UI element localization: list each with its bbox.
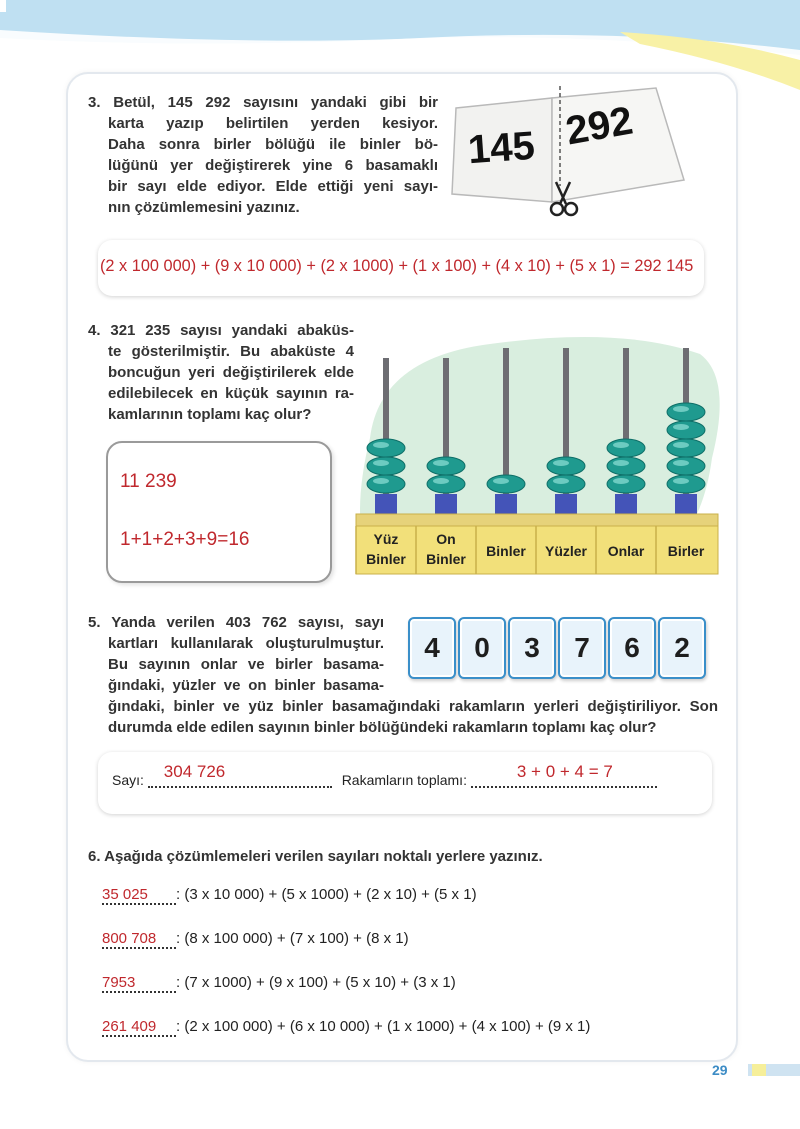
q6-expression: : (8 x 100 000) + (7 x 100) + (8 x 1): [176, 930, 409, 947]
q6-answer-value: 800 708: [102, 930, 157, 947]
q3-answer-text: (2 x 100 000) + (9 x 10 000) + (2 x 1000) + (1 x 100) + (4 x 10) + (5 x 1) = 292 145: [100, 256, 694, 275]
abacus-label: Binler: [366, 551, 406, 567]
q6-answer-field: [102, 1018, 176, 1037]
abacus-bead-highlight: [673, 406, 689, 412]
question-text-line: ğındaki, binler ve yüz binler basamağındaki rakamların yerleri değiştiriliyor. Son: [108, 698, 718, 715]
question-text-line: 321 235 sayısı yandaki abaküs-: [110, 322, 355, 339]
q4-answer-number: 11 239: [120, 471, 177, 492]
question-4: [88, 320, 354, 425]
page-number: 29: [712, 1062, 728, 1078]
digit-card: 0: [458, 617, 506, 679]
question-text-line: bir sayı elde ediyor. Elde ettiği yeni sayı-: [108, 178, 438, 195]
question-3: [88, 92, 438, 218]
abacus-illustration: [340, 318, 730, 588]
question-text-line: edilebilecek en küçük sayının ra-: [108, 385, 354, 402]
page-strip-accent: [752, 1064, 766, 1076]
digit-card: 7: [558, 617, 606, 679]
abacus-bead-highlight: [433, 478, 449, 484]
q4-answer-box: [106, 441, 332, 583]
abacus-rod-base: [375, 494, 397, 514]
toplam-label: Rakamların toplamı:: [341, 772, 467, 788]
question-text-line: Yanda verilen 403 762 sayısı, sayı: [111, 614, 384, 631]
q6-row: [102, 930, 409, 949]
sayi-label: Sayı:: [112, 772, 144, 788]
abacus-bead: [427, 457, 465, 475]
abacus-label: Yüzler: [544, 543, 588, 559]
abacus-bead: [607, 457, 645, 475]
q5-answer-row: [112, 762, 708, 788]
q6-answer-field: [102, 886, 176, 905]
question-text-line: karta yazıp belirtilen yerden kesiyor.: [108, 115, 438, 132]
abacus-bead-highlight: [553, 478, 569, 484]
abacus-rod-base: [555, 494, 577, 514]
abacus-bead: [667, 421, 705, 439]
abacus-bead: [427, 475, 465, 493]
question-5-continued: [108, 696, 718, 738]
question-text-line: kartları kullanılarak oluşturulmuştur.: [108, 635, 384, 652]
question-number: 3.: [88, 94, 101, 111]
question-text-line: ğındaki, yüzler ve on binler basama-: [108, 677, 384, 694]
question-6: [88, 846, 708, 867]
abacus-bead-highlight: [373, 478, 389, 484]
abacus-bead: [667, 475, 705, 493]
abacus-bead: [547, 457, 585, 475]
card-left-number: 145: [466, 123, 537, 173]
abacus-label: Binler: [426, 551, 466, 567]
abacus-label: Binler: [486, 543, 526, 559]
question-text-line: lüğünü yer değiştirerek yine 6 basamaklı: [108, 157, 438, 174]
abacus-rod-base: [495, 494, 517, 514]
abacus-rod: [503, 348, 509, 494]
card-right-number: 292: [562, 98, 636, 154]
q6-answer-field: [102, 930, 176, 949]
abacus-bead-highlight: [613, 460, 629, 466]
q6-expression: : (2 x 100 000) + (6 x 10 000) + (1 x 1000) + (4 x 100) + (9 x 1): [176, 1018, 591, 1035]
abacus-bead: [607, 439, 645, 457]
digit-card: 4: [408, 617, 456, 679]
sayi-answer-field: [148, 762, 332, 788]
abacus-rod-base: [675, 494, 697, 514]
abacus-bead: [667, 457, 705, 475]
abacus-bead: [367, 475, 405, 493]
digit-card: 3: [508, 617, 556, 679]
abacus-bead: [487, 475, 525, 493]
q6-expression: : (3 x 10 000) + (5 x 1000) + (2 x 10) + (5 x 1): [176, 886, 477, 903]
abacus-bead-highlight: [433, 460, 449, 466]
q6-row: [102, 1018, 590, 1037]
q6-answer-value: 7953: [102, 974, 136, 991]
q6-expression: : (7 x 1000) + (9 x 100) + (5 x 10) + (3 x 1): [176, 974, 456, 991]
abacus-bead-highlight: [673, 424, 689, 430]
abacus-bead: [667, 439, 705, 457]
q4-answer-sum: 1+1+2+3+9=16: [120, 529, 250, 550]
abacus-bead-highlight: [613, 478, 629, 484]
abacus-label: Birler: [667, 543, 705, 559]
question-number: 5.: [88, 614, 101, 631]
q6-answer-field: [102, 974, 176, 993]
question-text: Aşağıda çözümlemeleri verilen sayıları noktalı yerlere yazınız.: [104, 848, 543, 865]
abacus-bead-highlight: [673, 442, 689, 448]
question-text-line: nın çözümlemesini yazınız.: [108, 199, 300, 216]
question-text-line: kamlarının toplamı kaç olur?: [108, 406, 312, 423]
scissors-icon: [544, 178, 584, 218]
abacus-bead-highlight: [673, 478, 689, 484]
question-text-line: te gösterilmiştir. Bu abaküste 4: [108, 343, 354, 360]
abacus-label: On: [436, 531, 456, 547]
abacus-bead-highlight: [493, 478, 509, 484]
question-text-line: durumda elde edilen sayının binler bölüğündeki rakamların toplamı kaç olur?: [108, 719, 657, 736]
abacus-bead-highlight: [613, 442, 629, 448]
digit-card: 6: [608, 617, 656, 679]
abacus-bead-highlight: [553, 460, 569, 466]
abacus-bead: [367, 457, 405, 475]
q6-row: [102, 886, 477, 905]
abacus-label: Onlar: [607, 543, 645, 559]
abacus-bead: [367, 439, 405, 457]
abacus-bead-highlight: [673, 460, 689, 466]
abacus-rod-base: [615, 494, 637, 514]
question-number: 4.: [88, 322, 101, 339]
question-text-line: Daha sonra birler bölüğü ile binler bö-: [108, 136, 438, 153]
toplam-answer-field: [471, 762, 657, 788]
question-text-line: Betül, 145 292 sayısını yandaki gibi bir: [113, 94, 439, 111]
number-card-illustration: [448, 80, 698, 220]
abacus-bead: [667, 403, 705, 421]
q6-answer-value: 35 025: [102, 886, 148, 903]
abacus-rod-base: [435, 494, 457, 514]
question-text-line: Bu sayının onlar ve birler basama-: [108, 656, 384, 673]
q6-row: [102, 974, 456, 993]
q6-answer-value: 261 409: [102, 1018, 157, 1035]
abacus-bead: [547, 475, 585, 493]
question-number: 6.: [88, 848, 101, 865]
sayi-answer-value: 304 726: [163, 762, 226, 781]
abacus-bead-highlight: [373, 460, 389, 466]
abacus-bead: [607, 475, 645, 493]
toplam-answer-value: 3 + 0 + 4 = 7: [516, 762, 613, 781]
question-text-line: boncuğun yeri değiştirilerek elde: [108, 364, 354, 381]
digit-card: 2: [658, 617, 706, 679]
abacus-label: Yüz: [373, 531, 399, 547]
abacus-bead-highlight: [373, 442, 389, 448]
question-5: [88, 612, 384, 696]
